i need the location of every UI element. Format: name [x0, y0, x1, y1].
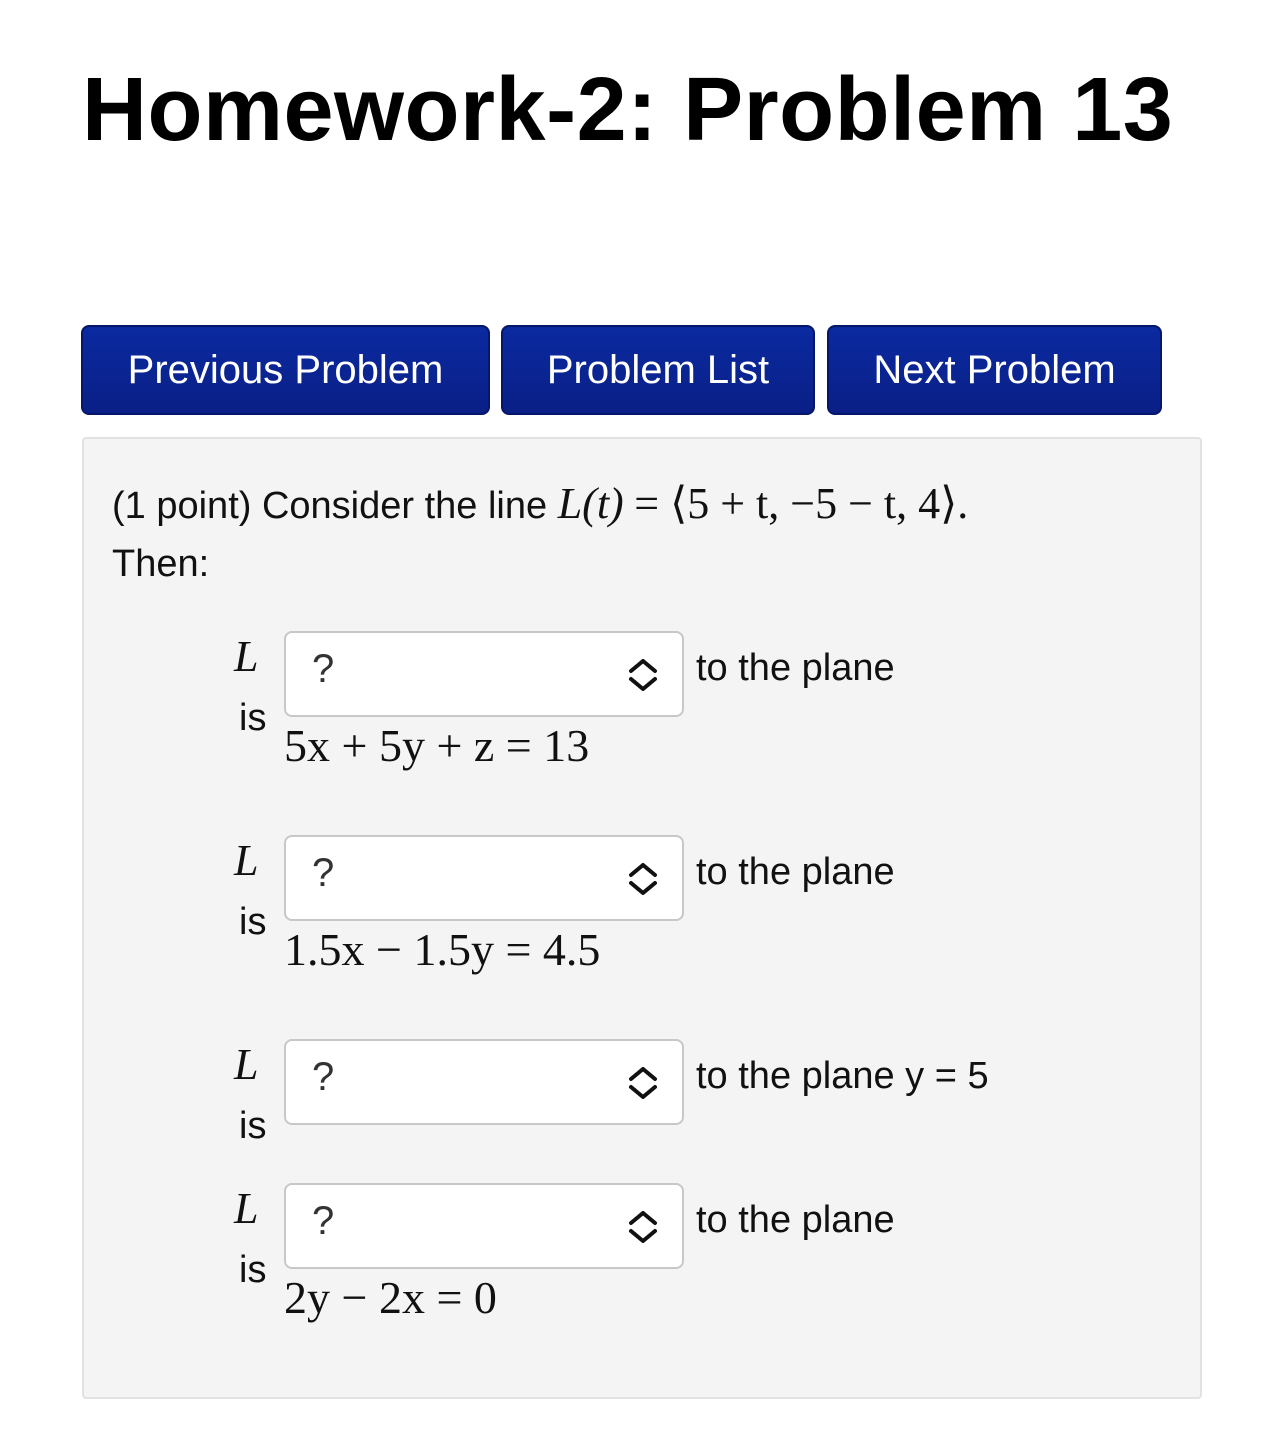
select-value: ? [312, 647, 335, 691]
select-value: ? [312, 1199, 335, 1243]
relation-select-3[interactable] [284, 1039, 684, 1125]
suffix-text: to the plane y = 5 [696, 1055, 989, 1097]
is-label: is [239, 1105, 267, 1147]
is-label: is [239, 1249, 267, 1291]
plane-equation: 2y − 2x = 0 [284, 1272, 497, 1323]
previous-problem-button[interactable]: Previous Problem [81, 325, 490, 415]
line-symbol: L [234, 1184, 259, 1233]
page-title: Homework-2: Problem 13 [82, 60, 1174, 160]
chevron-up-down-icon [626, 1207, 660, 1247]
relation-select-4[interactable] [284, 1183, 684, 1269]
problem-body [82, 437, 1202, 1399]
chevron-up-down-icon [626, 859, 660, 899]
problem-list-button[interactable]: Problem List [501, 325, 815, 415]
plane-equation: 1.5x − 1.5y = 4.5 [284, 924, 601, 975]
next-problem-button[interactable]: Next Problem [827, 325, 1162, 415]
is-label: is [239, 697, 267, 739]
relation-select-2[interactable] [284, 835, 684, 921]
chevron-up-down-icon [626, 655, 660, 695]
select-value: ? [312, 851, 335, 895]
suffix-text: to the plane [696, 647, 895, 689]
plane-equation: 5x + 5y + z = 13 [284, 720, 590, 771]
problem-statement [112, 475, 1182, 593]
line-function-lhs: L(t) [557, 479, 624, 528]
relation-select-1[interactable] [284, 631, 684, 717]
is-label: is [239, 901, 267, 943]
line-symbol: L [234, 836, 259, 885]
line-symbol: L [234, 632, 259, 681]
suffix-text: to the plane [696, 851, 895, 893]
line-symbol: L [234, 1040, 259, 1089]
problem-points-text: (1 point) Consider the line [112, 485, 548, 527]
select-value: ? [312, 1055, 335, 1099]
then-text: Then: [112, 543, 210, 585]
suffix-text: to the plane [696, 1199, 895, 1241]
chevron-up-down-icon [626, 1063, 660, 1103]
line-function-rhs: = ⟨5 + t, −5 − t, 4⟩. [634, 479, 969, 528]
